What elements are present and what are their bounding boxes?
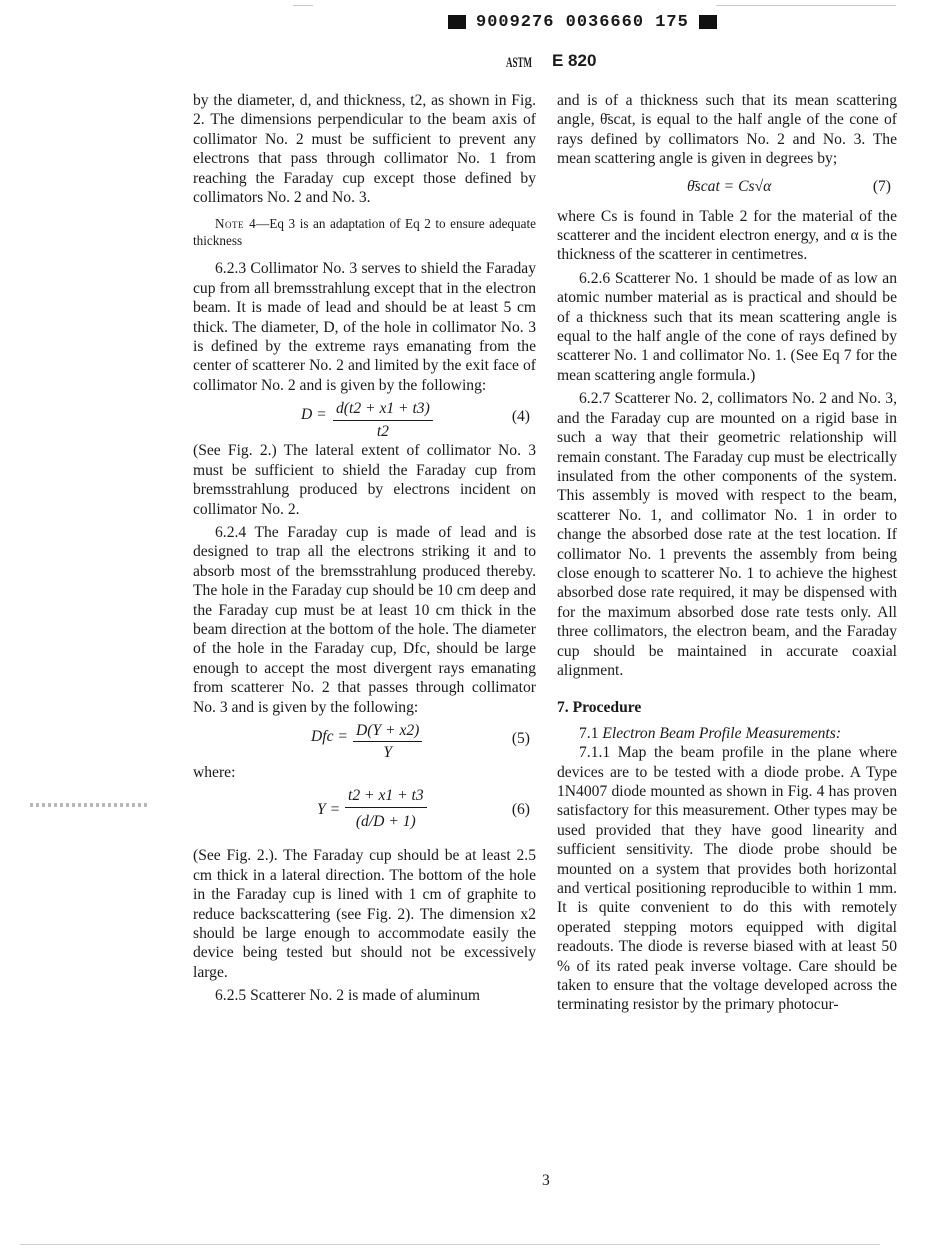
eq6-number: (6)	[511, 801, 530, 819]
paragraph-lateral-extent: (See Fig. 2.) The lateral extent of collimator No. 3 must be sufficient to shield the Faraday cup from bremsstrahlung produced by electrons incident on collimator No. 2.	[193, 442, 536, 518]
equation-6	[193, 786, 536, 842]
paragraph-6-2-5: 6.2.5 Scatterer No. 2 is made of aluminum	[215, 987, 481, 1005]
note-label: Note 4	[215, 216, 257, 232]
eq4-fraction	[333, 399, 433, 441]
eq6-fraction	[345, 786, 427, 831]
paragraph-faraday-thickness: (See Fig. 2.). The Faraday cup should be at least 2.5 cm thick in a lateral direction. The bottom of the hole in the Faraday cup is lined with 1 cm of graphite to reduce backscattering (see Fig. 2). The dimension x2 should be large enough to accommodate easily the device being tested but should not be excessively large.	[193, 847, 536, 981]
eq5-numerator: D(Y + x2)	[353, 721, 422, 742]
eq4-lhs: D =	[301, 406, 327, 424]
eq4-number: (4)	[511, 408, 530, 426]
paragraph-6-2-3: 6.2.3 Collimator No. 3 serves to shield the Faraday cup from all bremsstrahlung except that in the electron beam. It is made of lead and should be at least 5 cm thick. The diameter, D, of the hole in collimator No. 3 is defined by the extreme rays emanating from the center of scatterer No. 2 and limited by the exit face of collimator No. 2 and is given by the following:	[193, 260, 536, 394]
paragraph-scatter-angle: and is of a thickness such that its mean scattering angle, θ̄scat, is equal to the half angle of the cone of rays defined by collimators No. 2 and No. 3. The mean scattering angle is given in degrees by;	[557, 92, 897, 168]
paragraph-6-2-7: 6.2.7 Scatterer No. 2, collimators No. 2 and No. 3, and the Faraday cup are mounted on a rigid base in such a way that their geometric relationship will remain constant. The Faraday cup must be electrically insulated from the other components of the system. This assembly is moved with respect to the beam, scatterer No. 1, and collimator No. 1 in order to change the absorbed dose rate at the test location. If collimator No. 1 prevents the assembly from being close enough to scatterer No. 1 to achieve the highest absorbed dose rate required, it may be dispensed with for the maximum absorbed dose rate tests only. All three collimators, the electron beam, and the Faraday cup should be maintained in accurate coaxial alignment.	[557, 390, 897, 679]
subsection-title: Electron Beam Profile Measurements:	[602, 724, 842, 742]
note-4	[193, 215, 536, 249]
subsection-number: 7.1	[579, 724, 599, 742]
eq5-lhs: Dfc =	[311, 727, 348, 745]
eq7-number: (7)	[872, 177, 891, 195]
code-block-left	[448, 15, 466, 29]
equation-7	[557, 173, 897, 203]
astm-logo	[506, 50, 532, 72]
margin-scan-artifact	[30, 803, 148, 807]
svg-text:ASTM: ASTM	[506, 55, 532, 71]
eq6-numerator: t2 + x1 + t3	[345, 786, 427, 807]
document-code-text: 9009276 0036660 175	[476, 12, 689, 32]
eq4-numerator: d(t2 + x1 + t3)	[333, 399, 433, 420]
eq5-denominator: Y	[383, 744, 393, 762]
paragraph-cs-definition: where Cs is found in Table 2 for the material of the scatterer and the incident electron energy, and α is the thickness of the scatterer in centimetres.	[557, 207, 897, 264]
code-block-right	[699, 15, 717, 29]
eq7-expression: θ̄scat = Cs√α	[687, 177, 772, 195]
document-code	[448, 12, 728, 32]
designation-number: E 820	[552, 51, 597, 70]
left-column	[193, 91, 536, 1006]
paragraph-fig2-dimensions: by the diameter, d, and thickness, t2, as shown in Fig. 2. The dimensions perpendicular to the beam axis of collimator No. 2 must be sufficient to prevent any electrons that pass through collimator No. 1 from reaching the Faraday cup except those defined by collimators No. 2 and No. 3.	[193, 92, 536, 207]
paragraph-6-2-6: 6.2.6 Scatterer No. 1 should be made of as low an atomic number material as is practical and should be of a thickness such that its mean scattering angle is equal to the half angle of the cone of rays defined by scatterer No. 1 and collimator No. 1. (See Eq 7 for the mean scattering angle formula.)	[557, 269, 897, 384]
equation-5	[193, 721, 536, 762]
eq4-denominator: t2	[376, 422, 389, 440]
paragraph-7-1-1: 7.1.1 Map the beam profile in the plane where devices are to be tested with a diode probe. A Type 1N4007 diode mounted as shown in Fig. 4 has proven satisfactory for this measurement. Other types may be used provided that they have good linearity and sufficient sensitivity. The diode probe should be mounted on a system that provides both horizontal and vertical positioning reproducible to within 1 mm. It is quite convenient to do this with remotely operated stepping motors equipped with digital readouts. The diode is reverse biased with at least 50 % of its rated peak inverse voltage. Care should be taken to ensure that the voltage developed across the terminating resistor by the primary photocur-	[557, 744, 897, 1014]
standard-header	[506, 50, 596, 72]
eq6-denominator: (d/D + 1)	[355, 812, 416, 830]
eq5-number: (5)	[511, 729, 530, 747]
subsection-7-1	[557, 724, 897, 743]
section-heading-procedure: 7. Procedure	[557, 699, 642, 717]
eq5-fraction	[353, 721, 422, 763]
right-column	[557, 91, 897, 1015]
eq6-lhs: Y =	[317, 801, 341, 819]
paragraph-6-2-4: 6.2.4 The Faraday cup is made of lead and is designed to trap all the electrons striking it and to absorb most of the bremsstrahlung produced thereby. The hole in the Faraday cup should be 10 cm deep and the Faraday cup must be at least 10 cm thick in the beam direction at the bottom of the hole. The diameter of the hole in the Faraday cup, Dfc, should be large enough to accept the most divergent rays emanating from scatterer No. 2 that passes through collimator No. 3 and is given by the following:	[193, 523, 536, 716]
where-label: where:	[193, 763, 236, 781]
equation-4	[193, 399, 536, 440]
note-text: —Eq 3 is an adaptation of Eq 2 to ensure adequate thickness	[193, 216, 536, 249]
page-number: 3	[542, 1172, 550, 1189]
